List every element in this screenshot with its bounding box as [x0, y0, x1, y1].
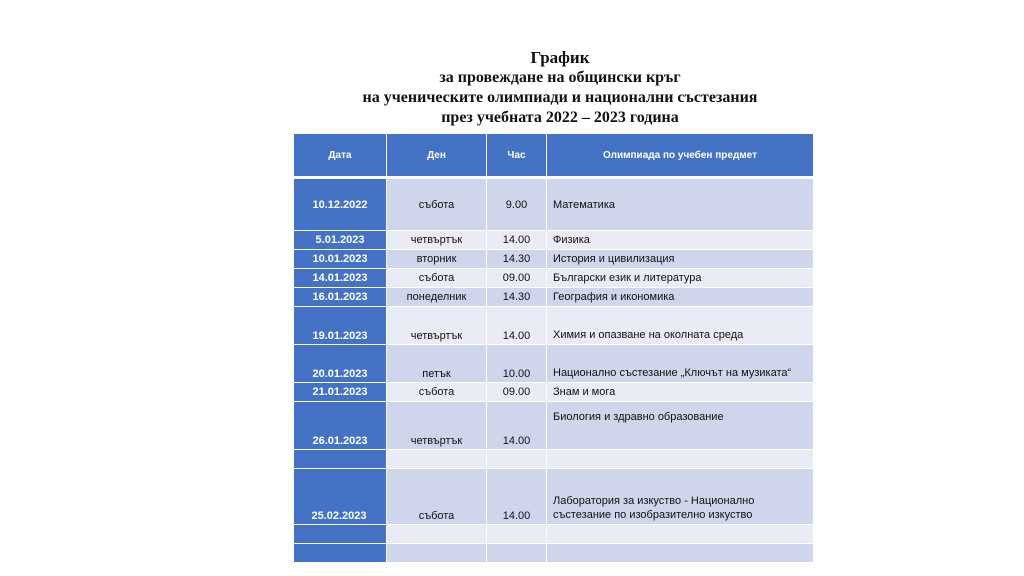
row-subject: География и икономика — [547, 288, 814, 307]
row-subject: Национално състезание „Ключът на музиката“ — [547, 345, 814, 383]
row-day: четвъртък — [387, 307, 487, 345]
row-time-empty — [487, 544, 547, 563]
row-subject: Математика — [547, 179, 814, 231]
title-line-1: График — [530, 48, 590, 67]
row-time: 9.00 — [487, 179, 547, 231]
row-day: вторник — [387, 250, 487, 269]
row-subject: Физика — [547, 231, 814, 250]
row-time: 14.00 — [487, 402, 547, 450]
row-date: 10.01.2023 — [294, 250, 387, 269]
row-date: 5.01.2023 — [294, 231, 387, 250]
row-time-empty — [487, 525, 547, 544]
row-time: 09.00 — [487, 269, 547, 288]
table-header-row — [294, 134, 814, 179]
header-day: Ден — [387, 134, 487, 179]
row-time: 14.30 — [487, 288, 547, 307]
row-subject: История и цивилизация — [547, 250, 814, 269]
row-day-empty — [387, 544, 487, 563]
row-day: четвъртък — [387, 231, 487, 250]
row-day: събота — [387, 469, 487, 525]
row-time-empty — [487, 450, 547, 469]
table-row — [294, 307, 814, 345]
title-line-4: през учебната 2022 – 2023 година — [441, 109, 679, 126]
table-row — [294, 288, 814, 307]
row-subject: Лаборатория за изкуство - Национално състезание по изобразително изкуство — [547, 469, 814, 525]
row-date: 25.02.2023 — [294, 469, 387, 525]
row-day: четвъртък — [387, 402, 487, 450]
table-row — [294, 250, 814, 269]
row-time: 14.00 — [487, 307, 547, 345]
row-subject: Български език и литература — [547, 269, 814, 288]
header-date: Дата — [294, 134, 387, 179]
row-subject-empty — [547, 450, 814, 469]
row-day: събота — [387, 179, 487, 231]
table-row-empty — [294, 450, 814, 469]
row-date: 14.01.2023 — [294, 269, 387, 288]
row-time: 14.00 — [487, 231, 547, 250]
row-day-empty — [387, 450, 487, 469]
header-subject: Олимпиада по учебен предмет — [547, 134, 814, 179]
row-day: петък — [387, 345, 487, 383]
row-day-empty — [387, 525, 487, 544]
row-time: 14.00 — [487, 469, 547, 525]
table-row — [294, 231, 814, 250]
title-line-2: за провеждане на общински кръг — [439, 69, 681, 86]
row-subject: Знам и мога — [547, 383, 814, 402]
table-row — [294, 269, 814, 288]
table-row — [294, 345, 814, 383]
table-row — [294, 179, 814, 231]
header-time: Час — [487, 134, 547, 179]
row-date: 10.12.2022 — [294, 179, 387, 231]
table-row — [294, 402, 814, 450]
row-date: 16.01.2023 — [294, 288, 387, 307]
row-date-empty — [294, 525, 387, 544]
row-date-empty — [294, 544, 387, 563]
row-subject: Биология и здравно образование — [547, 402, 814, 450]
row-time: 10.00 — [487, 345, 547, 383]
row-subject-empty — [547, 525, 814, 544]
schedule-table — [294, 134, 814, 563]
row-subject: Химия и опазване на околната среда — [547, 307, 814, 345]
table-row — [294, 383, 814, 402]
table-row-empty — [294, 544, 814, 563]
row-date-empty — [294, 450, 387, 469]
row-day: събота — [387, 383, 487, 402]
row-date: 26.01.2023 — [294, 402, 387, 450]
row-day: понеделник — [387, 288, 487, 307]
table-row-empty — [294, 525, 814, 544]
document-title — [256, 48, 864, 128]
title-line-3: на ученическите олимпиади и национални състезания — [362, 89, 758, 106]
row-date: 21.01.2023 — [294, 383, 387, 402]
row-day: събота — [387, 269, 487, 288]
row-time: 09.00 — [487, 383, 547, 402]
row-date: 20.01.2023 — [294, 345, 387, 383]
row-date: 19.01.2023 — [294, 307, 387, 345]
table-row — [294, 469, 814, 525]
row-time: 14.30 — [487, 250, 547, 269]
row-subject-empty — [547, 544, 814, 563]
